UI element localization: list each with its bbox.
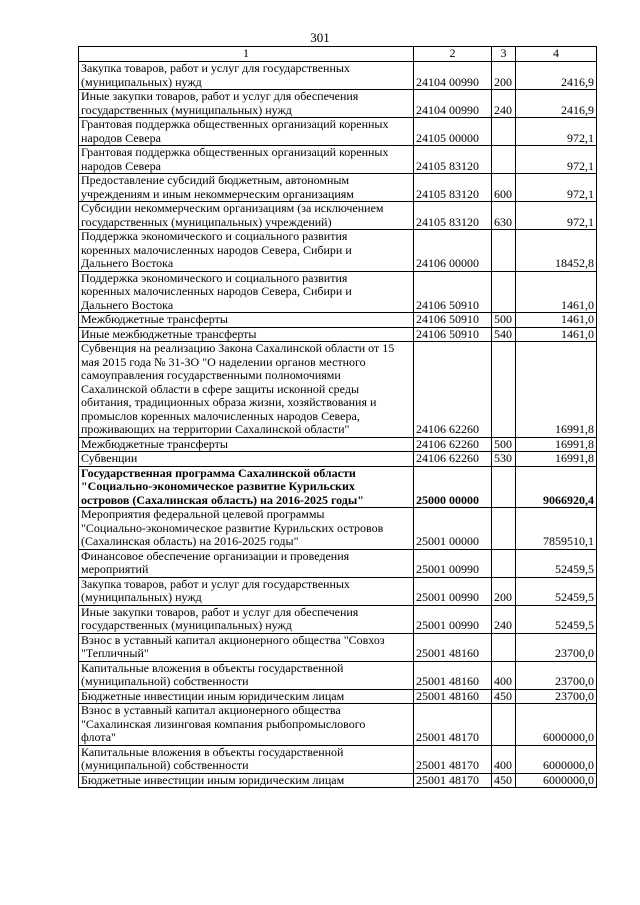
- row-name: Мероприятия федеральной целевой программы "Социально-экономическое развитие Курильских островов (Сахалинская область) на 2016-2025 годы": [79, 508, 414, 550]
- page-number: 301: [310, 30, 330, 45]
- row-code: 25000 00000: [414, 466, 492, 508]
- row-kvr: 400: [492, 661, 516, 689]
- table-row: [79, 745, 597, 773]
- row-name: Капитальные вложения в объекты государственной (муниципальной) собственности: [79, 745, 414, 773]
- row-code: 24106 62260: [414, 452, 492, 467]
- row-kvr: 200: [492, 62, 516, 90]
- table-row: [79, 704, 597, 746]
- table-row: [79, 508, 597, 550]
- header-cell-2: 2: [414, 47, 492, 62]
- row-kvr: [492, 146, 516, 174]
- row-amount: 16991,8: [516, 452, 597, 467]
- row-kvr: [492, 633, 516, 661]
- table-row: [79, 327, 597, 342]
- row-name: Поддержка экономического и социального развития коренных малочисленных народов Севера, Сибири и Дальнего Востока: [79, 230, 414, 272]
- row-name: Поддержка экономического и социального развития коренных малочисленных народов Севера, Сибири и Дальнего Востока: [79, 271, 414, 313]
- row-kvr: [492, 271, 516, 313]
- row-name: Взнос в уставный капитал акционерного общества "Совхоз "Тепличный": [79, 633, 414, 661]
- row-code: 25001 48160: [414, 661, 492, 689]
- row-kvr: 240: [492, 90, 516, 118]
- row-amount: 1461,0: [516, 327, 597, 342]
- row-amount: 6000000,0: [516, 745, 597, 773]
- table-row: [79, 118, 597, 146]
- row-code: 25001 48170: [414, 704, 492, 746]
- header-cell-1: 1: [79, 47, 414, 62]
- row-amount: 972,1: [516, 174, 597, 202]
- row-kvr: [492, 508, 516, 550]
- row-kvr: 450: [492, 773, 516, 788]
- row-amount: 9066920,4: [516, 466, 597, 508]
- row-code: 24105 00000: [414, 118, 492, 146]
- table-header: [79, 47, 597, 62]
- row-name: Закупка товаров, работ и услуг для государственных (муниципальных) нужд: [79, 62, 414, 90]
- row-name: Иные закупки товаров, работ и услуг для обеспечения государственных (муниципальных) нужд: [79, 90, 414, 118]
- row-code: 24105 83120: [414, 202, 492, 230]
- row-kvr: 530: [492, 452, 516, 467]
- table-row: [79, 633, 597, 661]
- row-amount: 23700,0: [516, 633, 597, 661]
- row-amount: 1461,0: [516, 313, 597, 328]
- row-kvr: 450: [492, 689, 516, 704]
- row-code: 24106 50910: [414, 271, 492, 313]
- row-amount: 52459,5: [516, 577, 597, 605]
- row-code: 24106 50910: [414, 327, 492, 342]
- row-kvr: 600: [492, 174, 516, 202]
- table-row: [79, 313, 597, 328]
- row-code: 24104 00990: [414, 90, 492, 118]
- table-row: [79, 202, 597, 230]
- row-amount: 18452,8: [516, 230, 597, 272]
- row-kvr: [492, 230, 516, 272]
- row-name: Грантовая поддержка общественных организаций коренных народов Севера: [79, 146, 414, 174]
- row-amount: 972,1: [516, 118, 597, 146]
- table-row: [79, 466, 597, 508]
- row-name: Грантовая поддержка общественных организаций коренных народов Севера: [79, 118, 414, 146]
- row-name: Предоставление субсидий бюджетным, автономным учреждениям и иным некоммерческим организациям: [79, 174, 414, 202]
- row-name: Субвенции: [79, 452, 414, 467]
- table-row: [79, 689, 597, 704]
- table-row: [79, 62, 597, 90]
- row-name: Субвенция на реализацию Закона Сахалинской области от 15 мая 2015 года № 31-ЗО "О наделении органов местного самоуправления государственными полномочиями Сахалинской области в сфере защиты исконной среды обитания, традиционных образа жизни, хозяйствования и промыслов коренных малочисленных народов Севера, проживающих на территории Сахалинской области": [79, 342, 414, 438]
- row-name: Закупка товаров, работ и услуг для государственных (муниципальных) нужд: [79, 577, 414, 605]
- row-amount: 52459,5: [516, 549, 597, 577]
- row-name: Межбюджетные трансферты: [79, 313, 414, 328]
- table-row: [79, 577, 597, 605]
- row-code: 24106 62260: [414, 437, 492, 452]
- row-code: 24106 50910: [414, 313, 492, 328]
- row-code: 24105 83120: [414, 146, 492, 174]
- row-amount: 52459,5: [516, 605, 597, 633]
- row-code: 24105 83120: [414, 174, 492, 202]
- row-kvr: [492, 342, 516, 438]
- row-amount: 972,1: [516, 146, 597, 174]
- row-amount: 16991,8: [516, 437, 597, 452]
- row-kvr: [492, 466, 516, 508]
- row-amount: 2416,9: [516, 90, 597, 118]
- row-kvr: 500: [492, 437, 516, 452]
- row-name: Иные межбюджетные трансферты: [79, 327, 414, 342]
- budget-table: [78, 46, 597, 788]
- row-amount: 972,1: [516, 202, 597, 230]
- row-kvr: [492, 549, 516, 577]
- table-row: [79, 230, 597, 272]
- row-code: 24106 00000: [414, 230, 492, 272]
- header-cell-3: 3: [492, 47, 516, 62]
- row-code: 25001 48170: [414, 745, 492, 773]
- table-row: [79, 90, 597, 118]
- row-amount: 7859510,1: [516, 508, 597, 550]
- table-row: [79, 773, 597, 788]
- row-name: Межбюджетные трансферты: [79, 437, 414, 452]
- row-code: 25001 48170: [414, 773, 492, 788]
- table-row: [79, 452, 597, 467]
- table-row: [79, 549, 597, 577]
- row-name: Иные закупки товаров, работ и услуг для обеспечения государственных (муниципальных) нужд: [79, 605, 414, 633]
- row-code: 25001 00990: [414, 549, 492, 577]
- row-kvr: 540: [492, 327, 516, 342]
- row-code: 24104 00990: [414, 62, 492, 90]
- row-amount: 2416,9: [516, 62, 597, 90]
- row-amount: 16991,8: [516, 342, 597, 438]
- row-amount: 23700,0: [516, 689, 597, 704]
- table-row: [79, 174, 597, 202]
- row-amount: 6000000,0: [516, 773, 597, 788]
- row-code: 25001 00990: [414, 577, 492, 605]
- table-row: [79, 661, 597, 689]
- row-code: 25001 00990: [414, 605, 492, 633]
- row-kvr: 200: [492, 577, 516, 605]
- row-kvr: 400: [492, 745, 516, 773]
- row-name: Взнос в уставный капитал акционерного общества "Сахалинская лизинговая компания рыбопромыслового флота": [79, 704, 414, 746]
- row-kvr: [492, 118, 516, 146]
- row-amount: 23700,0: [516, 661, 597, 689]
- row-name: Государственная программа Сахалинской области "Социально-экономическое развитие Курильских островов (Сахалинская область) на 2016-2025 годы": [79, 466, 414, 508]
- table-row: [79, 271, 597, 313]
- table-row: [79, 146, 597, 174]
- row-name: Капитальные вложения в объекты государственной (муниципальной) собственности: [79, 661, 414, 689]
- row-name: Бюджетные инвестиции иным юридическим лицам: [79, 773, 414, 788]
- row-kvr: 500: [492, 313, 516, 328]
- row-name: Бюджетные инвестиции иным юридическим лицам: [79, 689, 414, 704]
- header-cell-4: 4: [516, 47, 597, 62]
- row-name: Субсидии некоммерческим организациям (за исключением государственных (муниципальных) учреждений): [79, 202, 414, 230]
- row-kvr: 240: [492, 605, 516, 633]
- table-row: [79, 342, 597, 438]
- row-code: 24106 62260: [414, 342, 492, 438]
- row-name: Финансовое обеспечение организации и проведения мероприятий: [79, 549, 414, 577]
- row-code: 25001 48160: [414, 689, 492, 704]
- table-row: [79, 437, 597, 452]
- row-amount: 6000000,0: [516, 704, 597, 746]
- row-kvr: 630: [492, 202, 516, 230]
- row-code: 25001 00000: [414, 508, 492, 550]
- row-code: 25001 48160: [414, 633, 492, 661]
- row-kvr: [492, 704, 516, 746]
- table-row: [79, 605, 597, 633]
- row-amount: 1461,0: [516, 271, 597, 313]
